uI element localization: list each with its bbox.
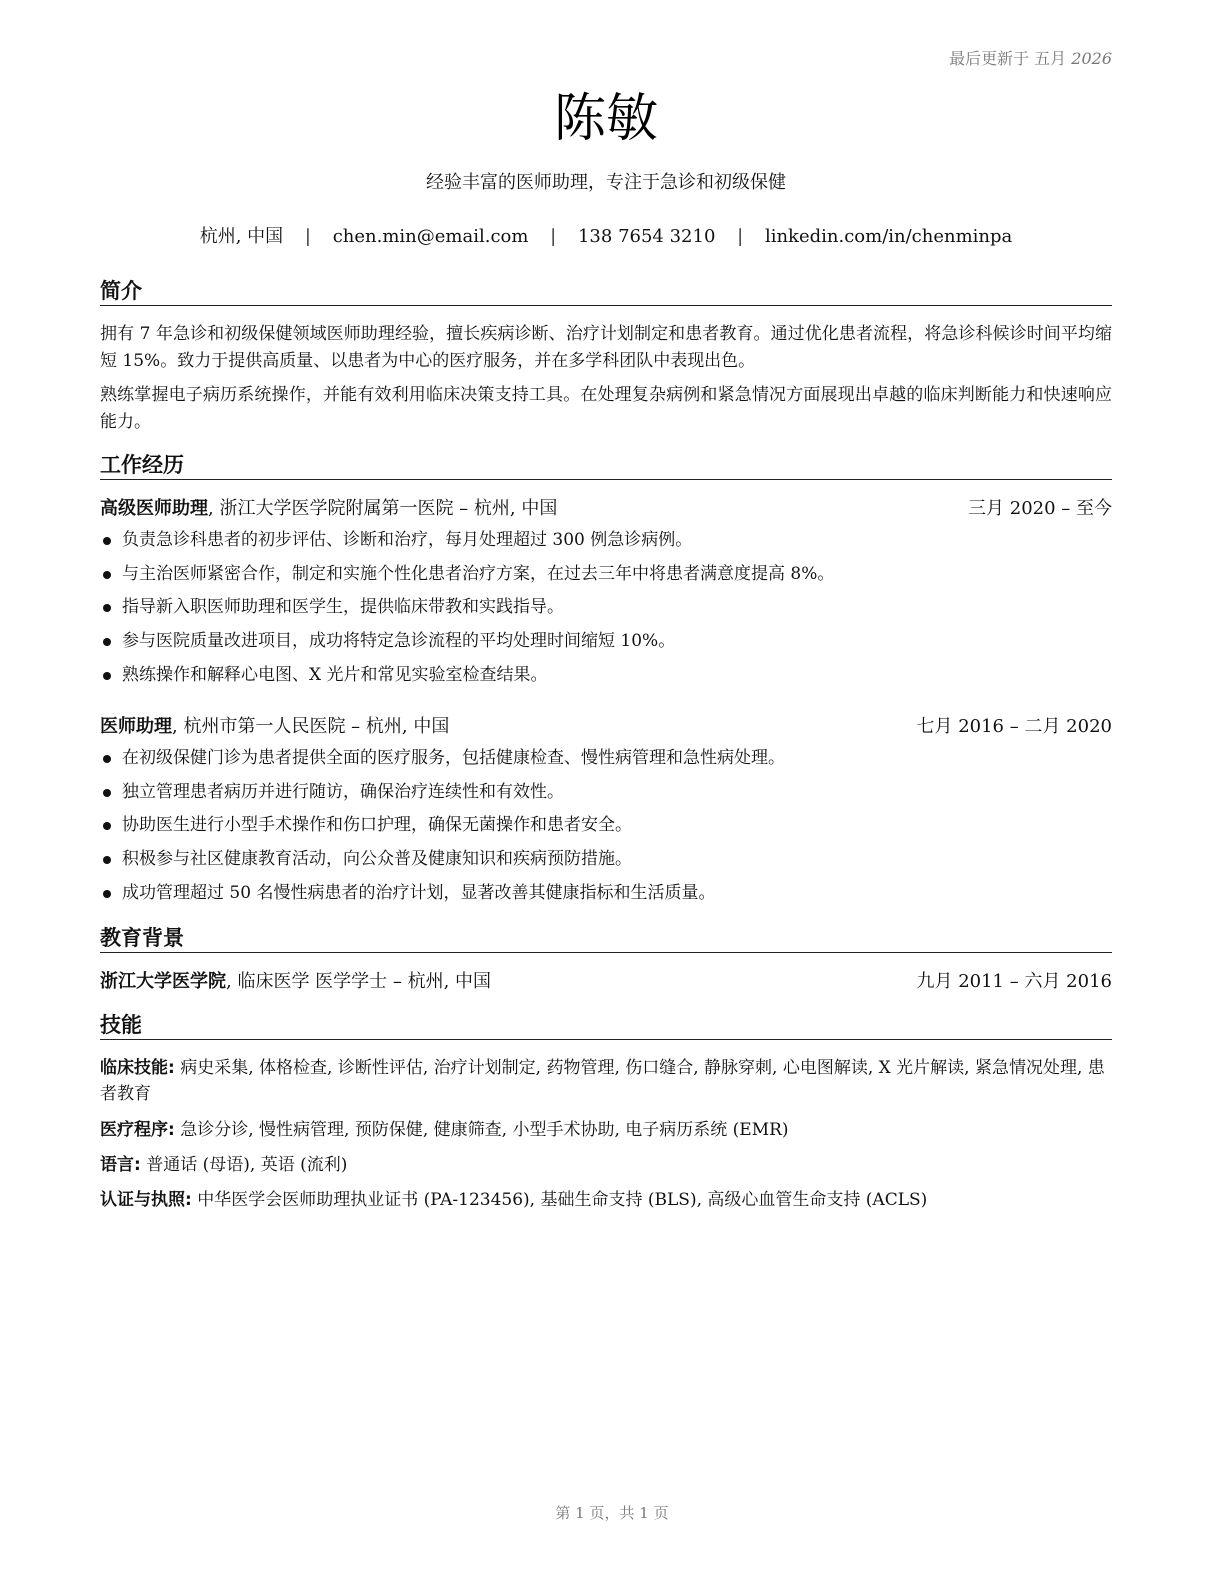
headline: 经验丰富的医师助理，专注于急诊和初级保健 [426,172,786,193]
job-role: 医师助理 [100,716,172,737]
job-dates: 三月 2020 – 至今 [968,498,1112,519]
section-title-summary: 简介 [100,278,1112,306]
bullet-text: 独立管理患者病历并进行随访，确保治疗连续性和有效性。 [122,781,564,802]
contact-line [100,225,1112,249]
skill-row [100,1152,1112,1178]
bullet-dot-icon [103,571,111,579]
skill-label: 临床技能: [100,1058,175,1078]
bullet-text: 与主治医师紧密合作，制定和实施个性化患者治疗方案，在过去三年中将患者满意度提高 8%。 [122,563,835,584]
job-org: , 浙江大学医学院附属第一医院 – 杭州, 中国 [208,498,558,519]
section-title-skills: 技能 [100,1012,1112,1040]
bullet-text: 在初级保健门诊为患者提供全面的医疗服务，包括健康检查、慢性病管理和急性病处理。 [122,748,785,768]
job-header [100,497,1112,521]
bullet-text: 指导新入职医师助理和医学生，提供临床带教和实践指导。 [122,597,564,618]
last-updated-month: 五月 [1034,49,1067,68]
list-item [100,528,1112,562]
last-updated [949,46,1112,69]
skill-value: 急诊分诊, 慢性病管理, 预防保健, 健康筛查, 小型手术协助, 电子病历系统 (EMR) [174,1120,789,1140]
contact-separator: | [304,226,311,247]
skill-label: 医疗程序: [100,1120,175,1140]
education-dates: 九月 2011 – 六月 2016 [916,971,1112,992]
skill-value: 病史采集, 体格检查, 诊断性评估, 治疗计划制定, 药物管理, 伤口缝合, 静脉穿刺, 心电图解读, X 光片解读, 紧急情况处理, 患者教育 [100,1058,1105,1104]
bullet-dot-icon [103,604,111,612]
section-title-education: 教育背景 [100,925,1112,953]
bullet-dot-icon [103,856,111,864]
list-item [100,813,1112,847]
skill-row [100,1055,1112,1107]
summary-paragraph: 熟练掌握电子病历系统操作，并能有效利用临床决策支持工具。在处理复杂病例和紧急情况方面展现出卓越的临床判断能力和快速响应能力。 [100,385,1112,432]
last-updated-label: 最后更新于 [949,49,1030,68]
skill-label: 认证与执照: [100,1190,192,1210]
list-item [100,562,1112,596]
list-item [100,881,1112,915]
list-item [100,629,1112,663]
skill-value: 普通话 (母语), 英语 (流利) [140,1155,348,1175]
contact-phone: 138 7654 3210 [577,226,716,247]
contact-email[interactable]: chen.min@email.com [332,226,529,247]
contact-linkedin[interactable]: linkedin.com/in/chenminpa [764,226,1013,247]
bullet-dot-icon [103,638,111,646]
job-title-org [100,715,449,739]
contact-separator: | [550,226,557,247]
skill-label: 语言: [100,1155,141,1175]
bullet-text: 负责急诊科患者的初步评估、诊断和治疗，每月处理超过 300 例急诊病例。 [122,530,693,550]
contact-location: 杭州, 中国 [199,226,284,247]
job-bullets [100,746,1112,914]
section-title-experience: 工作经历 [100,452,1112,480]
list-item [100,746,1112,780]
bullet-dot-icon [103,789,111,797]
job-header [100,715,1112,739]
bullet-dot-icon [103,672,111,680]
skill-value: 中华医学会医师助理执业证书 (PA-123456), 基础生命支持 (BLS), 高级心血管生命支持 (ACLS) [191,1190,928,1210]
page-footer: 第 1 页，共 1 页 [555,1504,669,1522]
list-item [100,780,1112,814]
bullet-dot-icon [103,537,111,545]
job-bullets [100,528,1112,696]
education-school: 浙江大学医学院 [100,971,226,992]
skill-row [100,1187,1112,1213]
list-item [100,595,1112,629]
bullet-dot-icon [103,890,111,898]
job-org: , 杭州市第一人民医院 – 杭州, 中国 [172,716,450,737]
bullet-dot-icon [103,755,111,763]
candidate-name: 陈敏 [553,89,658,149]
education-entry [100,970,1112,994]
job-dates: 七月 2016 – 二月 2020 [916,716,1112,737]
job-role: 高级医师助理 [100,498,208,519]
bullet-dot-icon [103,822,111,830]
bullet-text: 协助医生进行小型手术操作和伤口护理，确保无菌操作和患者安全。 [122,815,632,836]
bullet-text: 成功管理超过 50 名慢性病患者的治疗计划，显著改善其健康指标和生活质量。 [122,882,716,903]
list-item [100,847,1112,881]
skill-row [100,1117,1112,1143]
last-updated-year: 2026 [1071,49,1112,68]
bullet-text: 积极参与社区健康教育活动，向公众普及健康知识和疾病预防措施。 [122,849,632,870]
bullet-text: 参与医院质量改进项目，成功将特定急诊流程的平均处理时间缩短 10%。 [122,631,676,652]
education-title [100,970,491,994]
list-item [100,663,1112,697]
contact-separator: | [737,226,744,247]
job-title-org [100,497,557,521]
summary-paragraph: 拥有 7 年急诊和初级保健领域医师助理经验，擅长疾病诊断、治疗计划制定和患者教育。通过优化患者流程，将急诊科候诊时间平均缩短 15%。致力于提供高质量、以患者为中心的医疗服务，并在多学科团队中表现出色。 [100,324,1112,371]
education-degree: , 临床医学 医学学士 – 杭州, 中国 [226,971,492,992]
bullet-text: 熟练操作和解释心电图、X 光片和常见实验室检查结果。 [122,664,548,685]
